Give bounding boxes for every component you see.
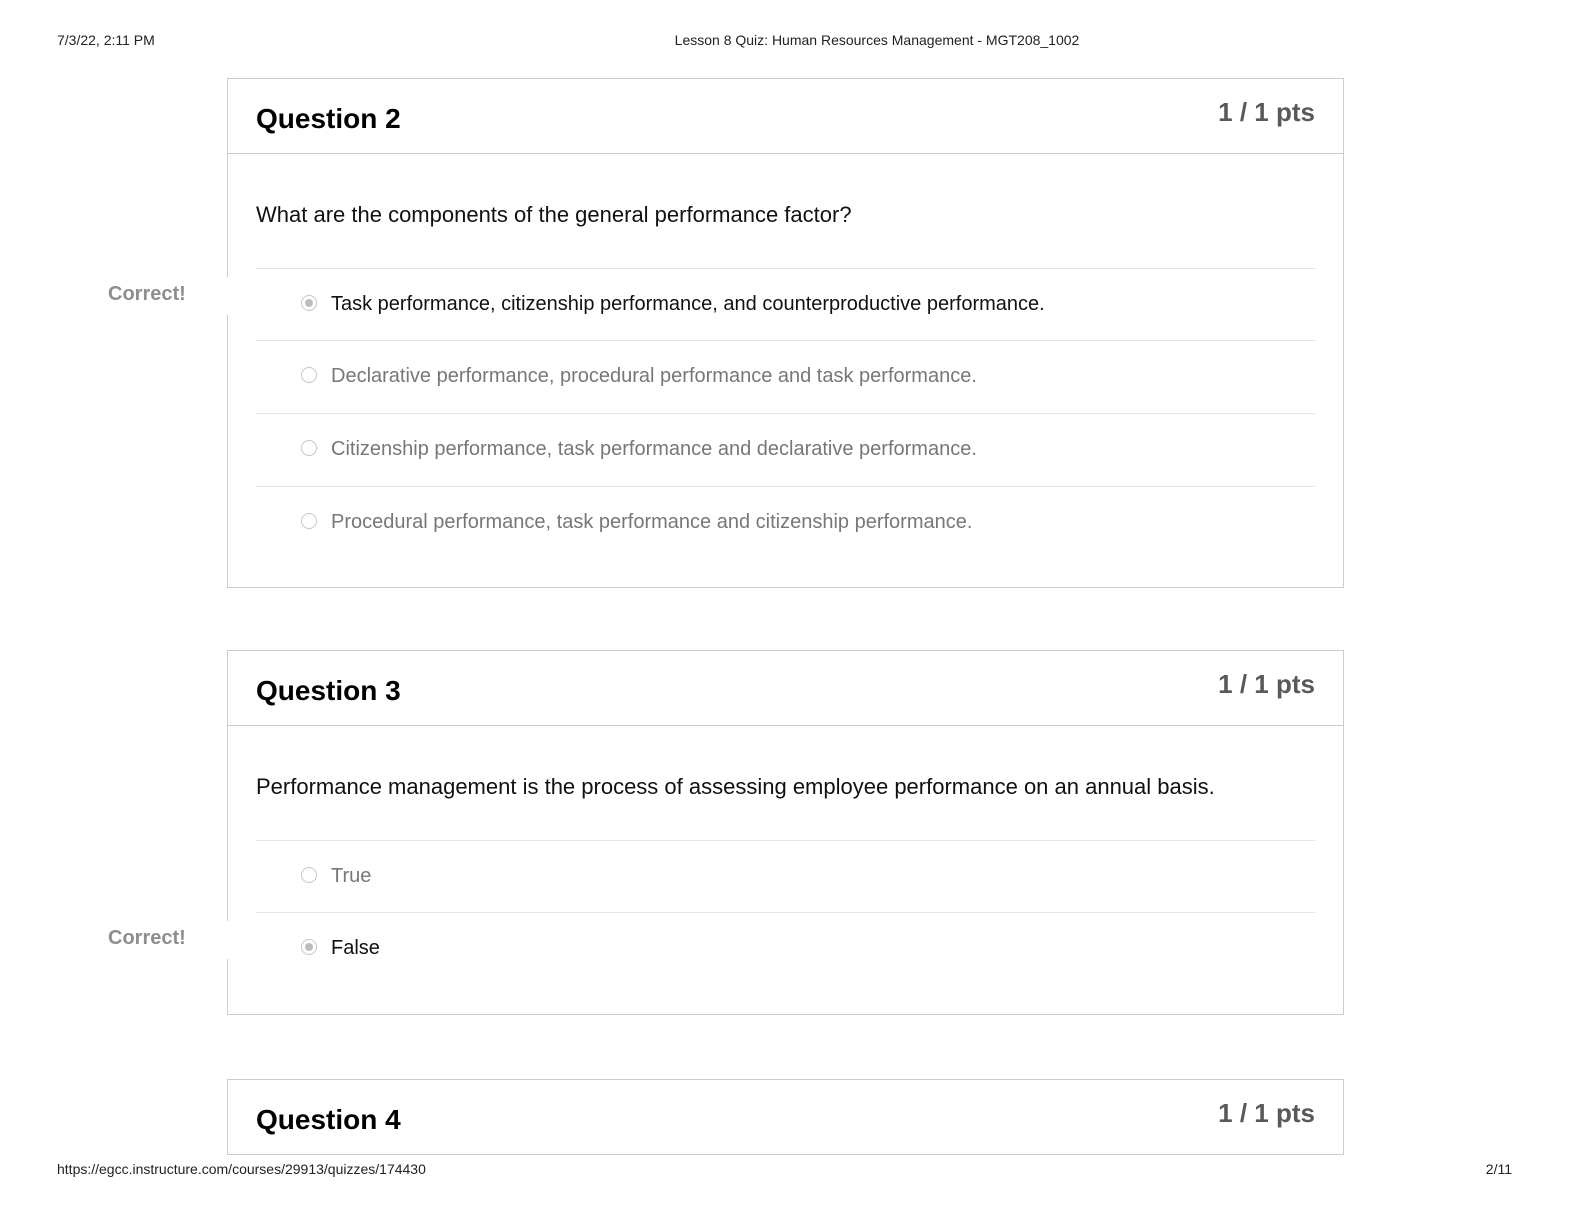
answer-label: Declarative performance, procedural performance and task performance.	[331, 365, 977, 387]
question-title: Question 4	[256, 1104, 401, 1135]
question-points: 1 / 1 pts	[1218, 1098, 1315, 1128]
question-text: What are the components of the general performance factor?	[256, 202, 852, 227]
answer-label: True	[331, 865, 372, 887]
radio-icon[interactable]	[301, 513, 317, 529]
correct-answer-flag: Correct!	[108, 283, 186, 305]
question-title: Question 2	[256, 103, 401, 134]
correct-arrow-icon	[212, 921, 228, 959]
radio-selected-icon[interactable]	[301, 939, 317, 955]
question-title: Question 3	[256, 675, 401, 706]
print-datetime: 7/3/22, 2:11 PM	[57, 32, 155, 48]
answer-label: Task performance, citizenship performance, and counterproductive performance.	[331, 293, 1045, 315]
question-header	[228, 651, 1343, 726]
question-header	[228, 1080, 1343, 1155]
answer-label: Citizenship performance, task performance and declarative performance.	[331, 438, 977, 460]
answer-option[interactable]	[256, 268, 1315, 340]
question-card	[227, 78, 1344, 588]
correct-answer-flag: Correct!	[108, 927, 186, 949]
question-card	[227, 650, 1344, 1015]
question-points: 1 / 1 pts	[1218, 669, 1315, 699]
radio-icon[interactable]	[301, 867, 317, 883]
print-page-title: Lesson 8 Quiz: Human Resources Management - MGT208_1002	[674, 32, 1080, 48]
question-text: Performance management is the process of assessing employee performance on an annual basis.	[256, 774, 1215, 799]
radio-icon[interactable]	[301, 367, 317, 383]
answer-option[interactable]	[256, 486, 1315, 558]
print-page-number: 2/11	[1485, 1161, 1512, 1177]
correct-arrow-icon	[212, 277, 228, 315]
question-points: 1 / 1 pts	[1218, 97, 1315, 127]
answer-option[interactable]	[256, 912, 1315, 984]
print-url[interactable]: https://egcc.instructure.com/courses/29913/quizzes/174430	[57, 1161, 426, 1177]
question-header	[228, 79, 1343, 154]
answer-option[interactable]	[256, 413, 1315, 485]
radio-selected-icon[interactable]	[301, 295, 317, 311]
answer-label: False	[331, 937, 380, 959]
radio-icon[interactable]	[301, 440, 317, 456]
question-card	[227, 1079, 1344, 1155]
answer-label: Procedural performance, task performance and citizenship performance.	[331, 511, 973, 533]
answer-option[interactable]	[256, 340, 1315, 412]
answer-option[interactable]	[256, 840, 1315, 912]
